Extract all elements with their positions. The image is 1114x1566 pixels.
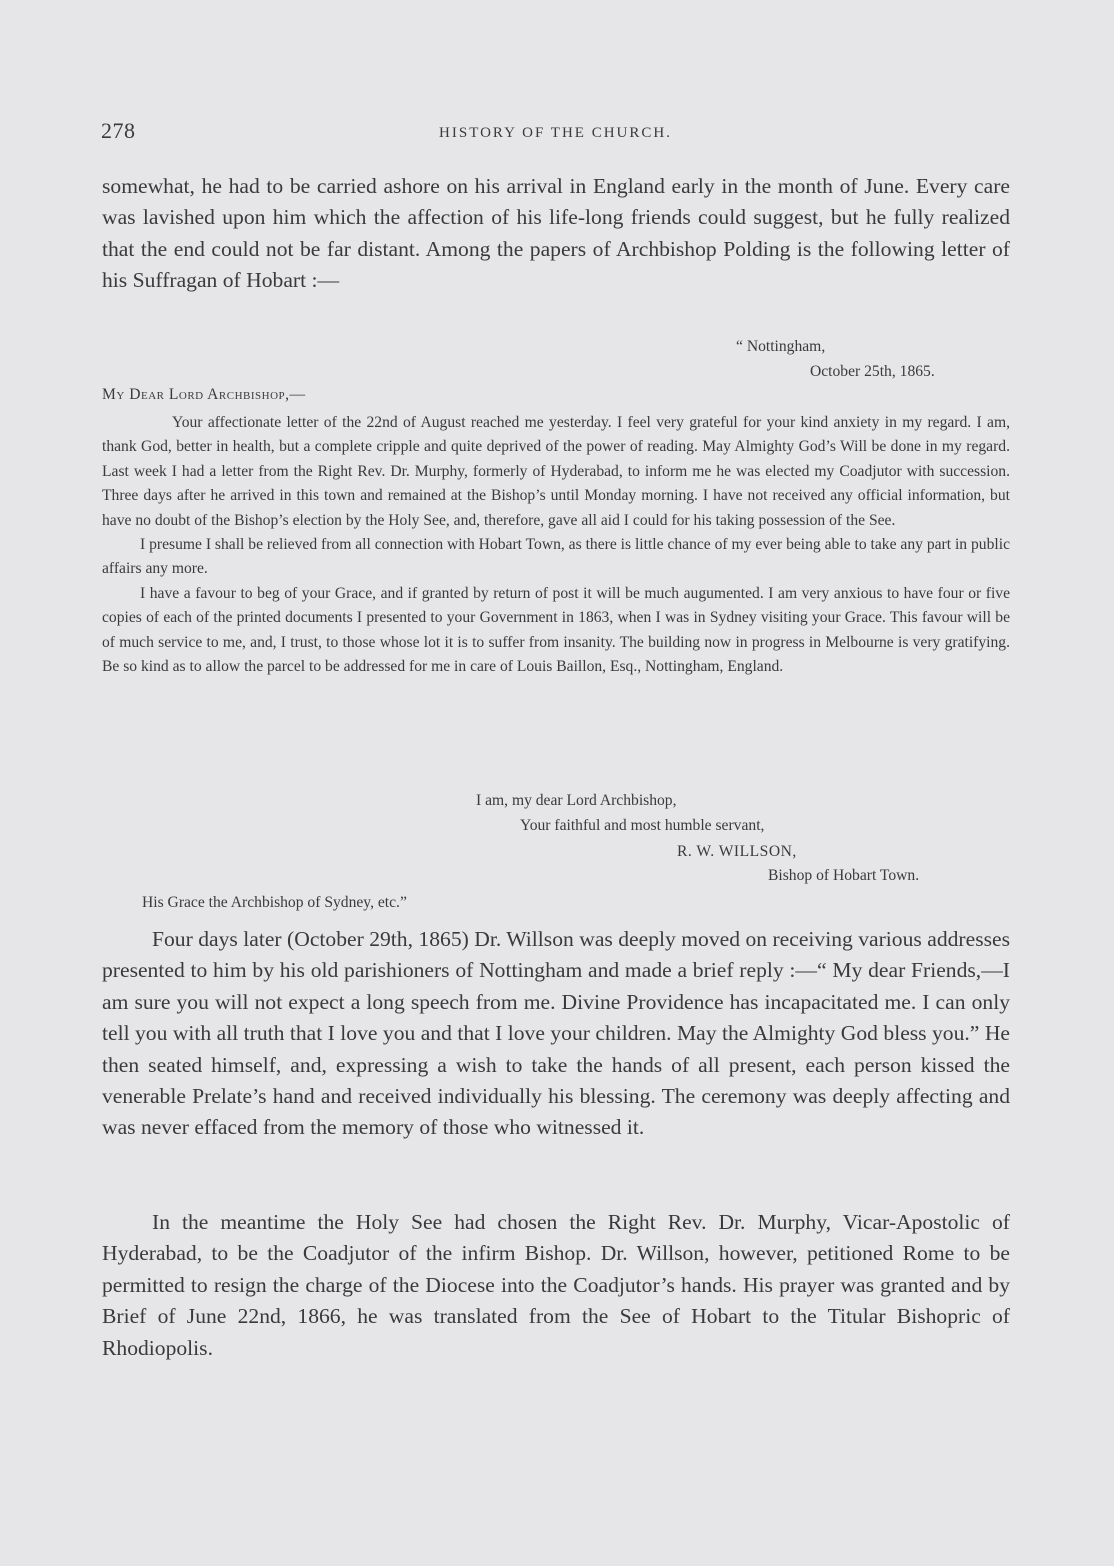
page-number: 278 — [101, 118, 136, 143]
letter-signature: R. W. WILLSON, — [677, 843, 797, 860]
four-days-paragraph: Four days later (October 29th, 1865) Dr. Willson was deeply moved on receiving various addresses presented to him by his old parishioners of Nottingham and made a brief reply :—“ My dear Friends,—I am sure you will not expect a long speech from me. Divine Providence has incapacitated me. I can only tell you with all truth that I love you and that I love your children. May the Almighty God bless you.” He then seated himself, and, expressing a wish to take the hands of all present, each person kissed the venerable Prelate’s hand and received individually his blessing. The ceremony was deeply affecting and was never effaced from the memory of those who witnessed it. — [102, 927, 1010, 1140]
letter-date: October 25th, 1865. — [810, 363, 935, 380]
letter-closing: I am, my dear Lord Archbishop, — [476, 792, 677, 809]
intro-paragraph: somewhat, he had to be carried ashore on his arrival in England early in the month of June. Every care was lavished upon him which the affection of his life-long friends could suggest, but he fully realized that the end could not be far distant. Among the papers of Archbishop Polding is the following letter of his Suffragan of Hobart :— — [102, 174, 1010, 293]
letter-signer-title: Bishop of Hobart Town. — [768, 867, 920, 884]
letter-paragraph: I have a favour to beg of your Grace, and if granted by return of post it will be much augumented. I am very anxious to have four or five copies of each of the printed documents I presented to your Government in 1863, when I was in Sydney visiting your Grace. This favour will be of much service to me, and, I trust, to those whose lot it is to suffer from insanity. The building now in progress in Melbourne is very gratifying. Be so kind as to allow the parcel to be addressed for me in care of Louis Baillon, Esq., Nottingham, England. — [102, 584, 1010, 676]
running-title: HISTORY OF THE CHURCH. — [439, 125, 672, 141]
letter-place: “ Nottingham, — [736, 338, 826, 355]
page-header — [101, 118, 1010, 148]
letter-closing-servant: Your faithful and most humble servant, — [520, 817, 765, 834]
letter-addressee: His Grace the Archbishop of Sydney, etc.” — [142, 894, 407, 911]
letter-paragraph: Your affectionate letter of the 22nd of August reached me yesterday. I feel very grateful for your kind anxiety in my regard. I am, thank God, better in health, but a complete cripple and quite deprived of the power of reading. May Almighty God’s Will be done in my regard. Last week I had a letter from the Right Rev. Dr. Murphy, formerly of Hyderabad, to inform me he was elected my Coadjutor with succession. Three days after he arrived in this town and remained at the Bishop’s until Monday morning. I have not received any official information, but have no doubt of the Bishop’s election by the Holy See, and, therefore, gave all aid I could for his taking possession of the See. — [102, 414, 1010, 529]
meantime-paragraph: In the meantime the Holy See had chosen the Right Rev. Dr. Murphy, Vicar-Apostolic of Hyderabad, to be the Coadjutor of the infirm Bishop. Dr. Willson, however, petitioned Rome to be permitted to resign the charge of the Diocese into the Coadjutor’s hands. His prayer was granted and by Brief of June 22nd, 1866, he was translated from the See of Hobart to the Titular Bishopric of Rhodiopolis. — [102, 1210, 1010, 1360]
letter-body — [102, 411, 1010, 679]
letter-paragraph: I presume I shall be relieved from all connection with Hobart Town, as there is little chance of my ever being able to take any part in public affairs any more. — [102, 536, 1010, 578]
letter-salutation: My Dear Lord Archbishop,— — [102, 386, 306, 403]
